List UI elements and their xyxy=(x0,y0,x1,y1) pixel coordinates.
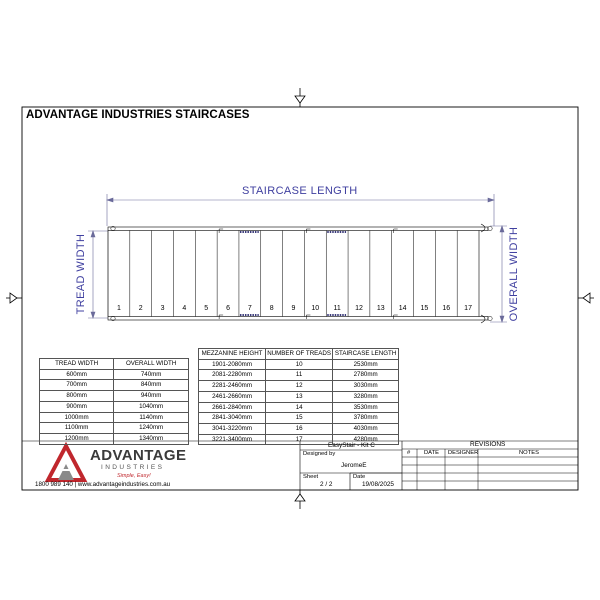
tread-number: 13 xyxy=(376,305,385,312)
staircase-length-dimension xyxy=(107,194,494,226)
tread-number: 8 xyxy=(269,305,274,312)
bracket-tick xyxy=(219,315,223,319)
date-value: 19/08/2025 xyxy=(362,481,394,488)
centering-marker-bottom xyxy=(295,490,305,509)
tread-number: 17 xyxy=(464,305,472,312)
tread-number: 15 xyxy=(420,305,429,312)
header-cell: STAIRCASE LENGTH xyxy=(333,349,399,360)
bracket-tick xyxy=(219,229,223,233)
table-row xyxy=(40,401,189,412)
tread-number: 16 xyxy=(442,305,451,312)
table-cell: 3221-3400mm xyxy=(199,434,266,445)
product-name: EasyStair - Kit C xyxy=(328,442,375,449)
table-row xyxy=(199,413,399,424)
header-cell: TREAD WIDTH xyxy=(40,359,114,370)
company-subtitle: INDUSTRIES xyxy=(101,464,165,471)
table-cell: 3030mm xyxy=(333,381,399,392)
table-cell: 940mm xyxy=(114,391,189,402)
bracket-tick xyxy=(306,229,310,233)
tread-number: 6 xyxy=(226,305,230,312)
tread-number: 7 xyxy=(247,305,252,312)
revisions-header-notes: NOTES xyxy=(519,450,539,456)
table-cell: 2661-2840mm xyxy=(199,402,266,413)
table-cell: 1340mm xyxy=(114,433,189,444)
table-row xyxy=(40,391,189,402)
tread-number: 14 xyxy=(398,305,407,312)
table-header-row xyxy=(40,359,189,370)
table-cell: 16 xyxy=(266,423,333,434)
header-cell: OVERALL WIDTH xyxy=(114,359,189,370)
table-header-row xyxy=(199,349,399,360)
header-cell: NUMBER OF TREADS xyxy=(266,349,333,360)
designed-by-label: Designed by xyxy=(303,451,336,457)
table-cell: 800mm xyxy=(40,391,114,402)
table-cell: 600mm xyxy=(40,369,114,380)
staircase-length-label: STAIRCASE LENGTH xyxy=(242,185,358,197)
tread-number: 1 xyxy=(116,305,121,312)
company-logo xyxy=(42,443,192,483)
table-row xyxy=(199,423,399,434)
tread-number: 3 xyxy=(160,305,165,312)
tread-width-table xyxy=(39,358,189,445)
bracket-tick xyxy=(306,315,310,319)
table-cell: 11 xyxy=(266,370,333,381)
table-cell: 15 xyxy=(266,413,333,424)
table-cell: 14 xyxy=(266,402,333,413)
sheet-number: 2 / 2 xyxy=(320,481,333,488)
overall-width-dimension xyxy=(490,226,507,322)
table-cell: 12 xyxy=(266,381,333,392)
mezzanine-table xyxy=(198,348,399,445)
tread-number: 5 xyxy=(204,305,209,312)
centering-marker-top xyxy=(295,88,305,107)
table-cell: 10 xyxy=(266,359,333,370)
company-tagline: Simple, Easy! xyxy=(117,473,151,479)
table-cell: 2461-2660mm xyxy=(199,391,266,402)
table-row xyxy=(199,402,399,413)
bottom-stringer xyxy=(108,317,488,321)
tread-number: 4 xyxy=(182,305,187,312)
tread-number: 9 xyxy=(291,305,296,312)
tread-width-label: TREAD WIDTH xyxy=(75,233,87,315)
table-row xyxy=(199,381,399,392)
table-cell: 3280mm xyxy=(333,391,399,402)
drawing-title: ADVANTAGE INDUSTRIES STAIRCASES xyxy=(26,109,250,121)
table-cell: 2281-2460mm xyxy=(199,381,266,392)
bracket-tick xyxy=(394,229,398,233)
table-cell: 1040mm xyxy=(114,401,189,412)
table-cell: 1240mm xyxy=(114,423,189,434)
tread-width-dimension xyxy=(88,231,108,318)
table-cell: 13 xyxy=(266,391,333,402)
top-stringer xyxy=(108,227,488,231)
table-row xyxy=(40,380,189,391)
overall-width-label: OVERALL WIDTH xyxy=(508,226,520,322)
table-cell: 740mm xyxy=(114,369,189,380)
table-cell: 3041-3220mm xyxy=(199,423,266,434)
table-cell: 4280mm xyxy=(333,434,399,445)
table-row xyxy=(199,359,399,370)
table-cell: 4030mm xyxy=(333,423,399,434)
table-cell: 1100mm xyxy=(40,423,114,434)
table-cell: 1000mm xyxy=(40,412,114,423)
company-contact: 1800 989 140 | www.advantageindustries.com.au xyxy=(35,481,171,488)
tread-number: 10 xyxy=(311,305,320,312)
table-cell: 2841-3040mm xyxy=(199,413,266,424)
table-cell: 2780mm xyxy=(333,370,399,381)
table-cell: 1140mm xyxy=(114,412,189,423)
table-cell: 3780mm xyxy=(333,413,399,424)
revisions-title: REVISIONS xyxy=(470,441,506,448)
table-cell: 1200mm xyxy=(40,433,114,444)
table-cell: 840mm xyxy=(114,380,189,391)
revisions-header-number: # xyxy=(407,450,411,456)
centering-marker-left xyxy=(6,293,22,303)
revisions-header-designer: DESIGNER xyxy=(448,450,479,456)
header-cell: MEZZANINE HEIGHT xyxy=(199,349,266,360)
bracket-tick xyxy=(394,315,398,319)
table-row xyxy=(40,369,189,380)
tread-number: 12 xyxy=(355,305,363,312)
table-row xyxy=(40,412,189,423)
table-cell: 2530mm xyxy=(333,359,399,370)
tread-divider-lines xyxy=(130,231,457,317)
table-cell: 3530mm xyxy=(333,402,399,413)
tread-number: 2 xyxy=(138,305,143,312)
date-label: Date xyxy=(353,474,366,480)
centering-marker-right xyxy=(578,293,594,303)
sheet-label: Sheet xyxy=(303,474,319,480)
table-cell: 700mm xyxy=(40,380,114,391)
designer-name: JeromeE xyxy=(341,462,367,469)
table-cell: 900mm xyxy=(40,401,114,412)
table-row xyxy=(40,423,189,434)
table-cell: 17 xyxy=(266,434,333,445)
revisions-header-date: DATE xyxy=(424,450,440,456)
table-row xyxy=(199,391,399,402)
company-name: ADVANTAGE xyxy=(90,447,187,464)
table-cell: 2081-2280mm xyxy=(199,370,266,381)
table-cell: 1901-2080mm xyxy=(199,359,266,370)
tread-number: 11 xyxy=(333,305,341,312)
table-row xyxy=(199,370,399,381)
